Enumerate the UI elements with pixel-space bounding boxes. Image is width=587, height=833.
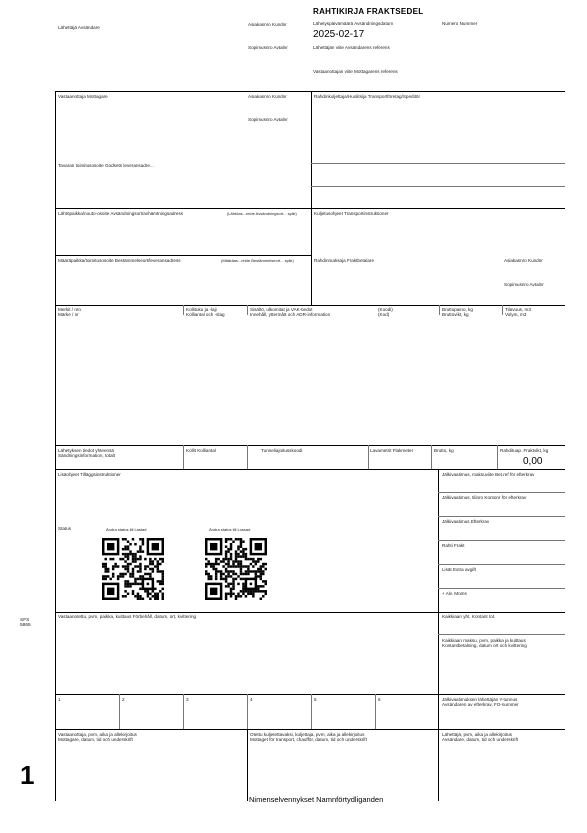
code-header: (Koodi) (Kod) (378, 307, 393, 318)
qr-code-unloaded[interactable] (205, 538, 267, 600)
total-info-label: Lähetyksen tiedot yhteensä Sändningsinformation, totalt (58, 448, 115, 459)
document-title: RAHTIKIRJA FRAKTSEDEL (313, 7, 424, 16)
departure-note: (Lähtöas...reide Avsändningsort... spår) (227, 211, 297, 216)
total-collis-label: Kollit Kolliantal (186, 448, 216, 453)
header-customer-no-label: Asiakasnro Kundnr (248, 22, 287, 27)
carrier-label: Rahdinkuljettaja/Huolitsija Transportföretag/Speditör (314, 94, 420, 99)
total-cash-label: Kaikkiaan yht. Kontant tot. (442, 614, 496, 619)
total-gross-label: Brutto, kg (434, 448, 454, 453)
transport-instructions-label: Kuljetusohjeet Transportinstruktioner (314, 211, 389, 216)
receipt-label: Vastaanotettu, pvm, paikka, kuittaus Förbehåll, datum, ort, kvittering (58, 614, 197, 619)
shipping-date[interactable]: 2025-02-17 (313, 29, 365, 40)
marks-header: Merkit / nro Märke / nr (58, 307, 81, 318)
qr-code-loaded[interactable] (102, 538, 164, 600)
carrier-signature-label: Otettu kuljetettavaksi, kuljettaja, pvm, aika ja allekirjoitus Mottaget för transport, chaufför, datum, tid och underskrift (250, 732, 367, 743)
qr-loaded-caption: Ändra status till Lastad (106, 527, 147, 532)
contents-header: Sisältö, ulkomitat ja VAK-tiedot Innehåll, yttermått och ADR-information (250, 307, 331, 318)
status-label: Status (58, 526, 72, 531)
receipt-slot-4: 4 (250, 697, 253, 702)
receipt-slot-2: 2 (122, 697, 125, 702)
receipt-slot-3: 3 (186, 697, 189, 702)
receiver-label: Vastaanottaja Mottagare (58, 94, 108, 99)
payer-customer-no-label: Asiakasnro Kundnr (504, 258, 543, 263)
departure-label: Lähtöpaikka/nouto-osoite Avsändningsort/avhämtningsadress (58, 211, 184, 216)
sender-signature-label: Lähettäjä, pvm, aika ja allekirjoitus Avsändare, datum, tid och underskrift (442, 732, 519, 743)
sender-label: Lähettäjä Avsändare (58, 25, 100, 30)
copy-number: 1 (20, 760, 35, 790)
chargeable-weight-value[interactable]: 0,00 (523, 456, 543, 467)
receiver-signature-label: Vastaanottaja, pvm, aika ja allekirjoitus Mottagare, datum, tid och underskrift (58, 732, 137, 743)
payer-contract-no-label: Sopimusnro Avtalnr (504, 282, 544, 287)
standard-code: SFS 5865 (20, 618, 31, 629)
receiver-contract-no-label: Sopimusnro Avtalnr (248, 117, 288, 122)
receiver-customer-no-label: Asiakasnro Kundnr (248, 94, 287, 99)
extra-charges-label: Lisät Extra avgift (442, 567, 476, 572)
chargeable-weight-label: Rahdituap. Fraktvikt, kg (500, 448, 549, 453)
receiver-reference-label: Vastaanottajan viite Mottagarens referens (313, 69, 398, 74)
receipt-slot-6: 6 (378, 697, 381, 702)
cod-sender-id-label: Jälkivaatimuksen lähettäjän Y-tunnus Avsändaren av efterkrav, FO-nummer (442, 697, 519, 708)
shipping-date-label: Lähetyspäivämäärä Avsändningsdatum (313, 21, 394, 26)
name-clarification-label: Nimenselvennykset Namnförtydliganden (249, 795, 384, 804)
payment-place-label: Kaikkiaan maksu, pvm, paikka ja kuittaus Kontantbetalning, datum ort och kvittering (442, 638, 527, 649)
destination-label: Määräpaikka/toimitusosoite Bestämmelseort/leveransadress (58, 258, 181, 263)
packages-header: Kollituku ja -laji Kolliantal och -slag (186, 307, 225, 318)
tunnel-code-label: Tunneliajoitusskoodi (261, 448, 303, 453)
sender-reference-label: Lähettäjän viite Avsändarens referens (313, 45, 390, 50)
destination-note: (Määräas...reide Bestämmelseort... spår) (221, 258, 294, 263)
cod-amount-label: Jälkivaatimus Efterkrav (442, 519, 490, 524)
freight-payer-label: Rahdinmaksaja Fraktbetalare (314, 258, 375, 263)
gross-weight-header: Bruttopaino, kg Bruttovikt, kg (442, 307, 473, 318)
loading-meter-label: Lavametrit Flakmeter (370, 448, 414, 453)
number-label: Numero Nummer (442, 21, 478, 26)
receipt-slot-1: 1 (58, 697, 61, 702)
freight-label: Rahti Frakt (442, 543, 465, 548)
receipt-slot-5: 5 (314, 697, 317, 702)
cod-reference-label: Jälkivaatimus, maksuviite Bet.ref för efterkrav (442, 472, 535, 477)
cod-account-label: Jälkivaatimus, tilinro Kontonr för efterkrav (442, 495, 527, 500)
volume-header: Tilavuus, m3 Volym, m3 (505, 307, 531, 318)
extra-instructions-label: Lisäohjeet Tilläggsinstruktioner (58, 472, 121, 477)
delivery-address-label: Tavaran toimitusosoite Godsets leveransadre... (58, 163, 154, 168)
header-contract-no-label: Sopimusnro Avtalnr (248, 45, 288, 50)
qr-unloaded-caption: Ändra status till Lossad (209, 527, 251, 532)
vat-label: + Alv. Moms (442, 591, 467, 596)
